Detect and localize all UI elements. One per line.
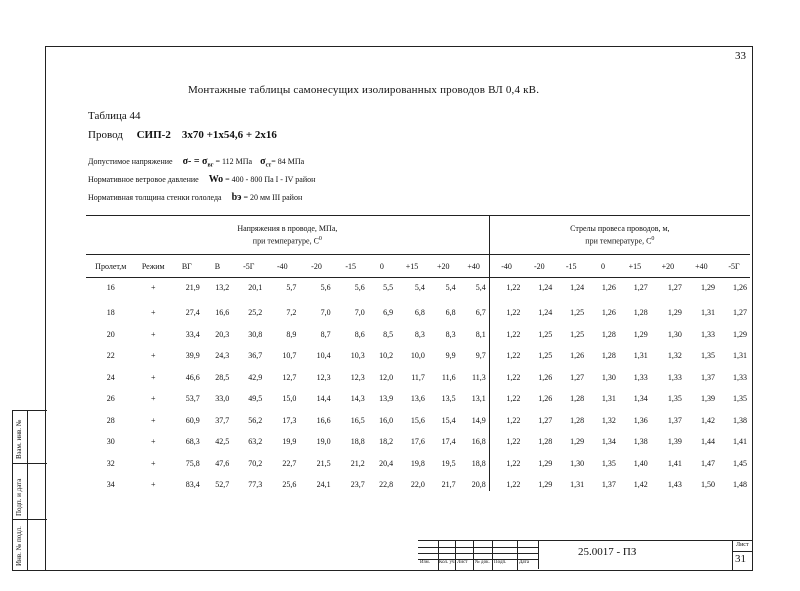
table-cell: 1,28 — [601, 351, 616, 360]
table-cell: 13,6 — [410, 394, 425, 403]
table-cell: 9,7 — [475, 351, 486, 360]
table-cell: 6,9 — [383, 308, 394, 317]
table-cell: 1,43 — [667, 480, 682, 489]
table-cell: 37,7 — [215, 415, 230, 425]
table-cell: 26 — [106, 394, 115, 403]
table-row — [86, 341, 750, 363]
column-header: +20 — [428, 255, 459, 278]
table-cell: 23,7 — [350, 480, 365, 489]
table-cell: 1,35 — [667, 394, 682, 403]
table-cell: 1,24 — [570, 283, 585, 293]
table-cell: 1,27 — [667, 283, 682, 293]
table-cell: 5,6 — [320, 283, 331, 293]
stamp-replace-inv: Взам. инв. № — [15, 419, 23, 459]
param-symbol-2: σ — [260, 156, 266, 167]
table-cell: 16,5 — [350, 415, 365, 425]
table-cell: 1,27 — [570, 372, 585, 382]
param-label: Допустимое напряжение — [88, 157, 173, 166]
table-cell: 1,33 — [733, 372, 747, 382]
table-cell: 1,31 — [733, 351, 747, 360]
table-cell: 1,22 — [489, 362, 523, 384]
table-cell: 13,2 — [215, 283, 230, 293]
installation-table — [86, 215, 750, 491]
table-cell: 16,0 — [379, 415, 394, 425]
table-cell: 10,7 — [282, 351, 297, 360]
table-cell: + — [150, 308, 156, 317]
table-cell: 70,2 — [248, 458, 263, 468]
column-header: -40 — [265, 255, 299, 278]
sag-group-header: Стрелы провеса проводов, м, при температуре, $С^0$ — [489, 216, 750, 255]
table-cell: 1,45 — [733, 458, 747, 468]
table-cell: 1,41 — [667, 458, 682, 468]
table-cell: + — [150, 437, 156, 446]
table-cell: 1,44 — [700, 437, 715, 446]
table-cell: 1,36 — [633, 415, 648, 425]
table-cell: + — [150, 480, 156, 489]
column-header: +15 — [619, 255, 651, 278]
table-cell: 1,22 — [489, 427, 523, 449]
table-cell: 1,26 — [601, 283, 616, 293]
table-cell: 1,22 — [489, 448, 523, 470]
param-value: = 400 - 800 Па I - IV район — [223, 175, 316, 184]
column-header: +40 — [459, 255, 490, 278]
table-cell: 1,28 — [570, 394, 585, 403]
table-cell: 1,29 — [667, 308, 682, 317]
table-cell: 17,3 — [282, 415, 297, 425]
table-cell: 1,22 — [489, 405, 523, 427]
column-header: -20 — [299, 255, 333, 278]
table-cell: 8,7 — [320, 329, 331, 339]
table-cell: 12,3 — [316, 372, 331, 382]
table-cell: + — [150, 458, 156, 468]
param-label: Нормативная толщина стенки гололеда — [88, 193, 222, 202]
table-cell: 1,27 — [538, 415, 553, 425]
table-cell: 1,26 — [570, 351, 585, 360]
table-cell: 21,2 — [350, 458, 365, 468]
table-cell: 25,2 — [248, 308, 263, 317]
table-cell: 21,7 — [441, 480, 456, 489]
table-cell: 11,7 — [411, 372, 425, 382]
table-cell: 30,8 — [248, 329, 263, 339]
table-cell: 1,31 — [700, 308, 715, 317]
table-cell: 75,8 — [185, 458, 200, 468]
table-body — [86, 278, 750, 492]
table-cell: 19,5 — [441, 458, 456, 468]
table-row — [86, 427, 750, 449]
table-cell: + — [150, 394, 156, 403]
table-cell: 33,4 — [185, 329, 200, 339]
title-block-grid — [418, 540, 538, 570]
table-cell: 16 — [106, 283, 115, 293]
table-cell: 1,30 — [570, 458, 585, 468]
document-title: Монтажные таблицы самонесущих изолированных проводов ВЛ 0,4 кВ. — [188, 84, 540, 96]
table-cell: 9,9 — [445, 351, 456, 360]
table-cell: 1,39 — [700, 394, 715, 403]
table-cell: 1,22 — [489, 298, 523, 320]
table-cell: 1,34 — [601, 437, 616, 446]
table-cell: 47,6 — [215, 458, 230, 468]
column-header-row — [86, 255, 750, 278]
table-cell: 19,9 — [282, 437, 297, 446]
param-symbol: σ- = σ — [182, 156, 208, 167]
table-cell: 36,7 — [248, 351, 263, 360]
table-cell: 8,3 — [414, 329, 425, 339]
table-cell: 34 — [106, 480, 115, 489]
table-cell: 1,34 — [633, 394, 648, 403]
table-cell: 1,30 — [601, 372, 616, 382]
table-cell: 7,2 — [286, 308, 297, 317]
table-cell: 20,4 — [379, 458, 394, 468]
table-cell: 22,7 — [282, 458, 297, 468]
table-cell: 15,0 — [282, 394, 297, 403]
table-cell: 49,5 — [248, 394, 263, 403]
table-cell: 1,29 — [733, 329, 747, 339]
stress-group-header: Напряжения в проводе, МПа, при температуре, $С^0$ — [86, 216, 489, 255]
table-cell: 15,6 — [410, 415, 425, 425]
table-cell: 1,25 — [570, 329, 585, 339]
table-cell: 14,9 — [471, 415, 486, 425]
table-cell: 5,5 — [383, 283, 394, 293]
table-cell: 16,6 — [215, 308, 230, 317]
table-cell: 18,8 — [350, 437, 365, 446]
column-header: -5Г — [718, 255, 750, 278]
table-cell: 46,6 — [185, 372, 200, 382]
table-cell: 1,27 — [633, 283, 648, 293]
table-cell: 1,48 — [733, 480, 747, 489]
table-cell: 19,8 — [410, 458, 425, 468]
table-cell: 1,28 — [601, 329, 616, 339]
table-cell: 1,28 — [570, 415, 585, 425]
table-cell: 18 — [106, 308, 115, 317]
table-row — [86, 448, 750, 470]
table-cell: 1,32 — [667, 351, 682, 360]
table-cell: 1,28 — [633, 308, 648, 317]
param-symbol: Wo — [208, 174, 224, 185]
param-wind-pressure — [88, 174, 315, 185]
column-header: Пролет,м — [86, 255, 136, 278]
table-row — [86, 278, 750, 298]
table-cell: + — [150, 351, 156, 360]
table-cell: 27,4 — [185, 308, 200, 317]
table-cell: 16,6 — [316, 415, 331, 425]
table-cell: 52,7 — [215, 480, 230, 489]
table-cell: 1,42 — [633, 480, 648, 489]
table-cell: 1,22 — [489, 278, 523, 298]
table-cell: 8,6 — [354, 329, 365, 339]
table-cell: 1,31 — [633, 351, 648, 360]
table-cell: 25,6 — [282, 480, 297, 489]
table-cell: 16,8 — [471, 437, 486, 446]
table-number: Таблица 44 — [88, 110, 141, 122]
table-cell: + — [150, 283, 156, 293]
table-cell: 56,2 — [248, 415, 263, 425]
table-cell: 6,7 — [475, 308, 486, 317]
table-cell: 1,33 — [633, 372, 648, 382]
table-cell: 63,2 — [248, 437, 263, 446]
table-cell: 1,40 — [633, 458, 648, 468]
table-cell: 11,6 — [441, 372, 456, 382]
table-cell: 12,7 — [282, 372, 297, 382]
table-cell: 12,0 — [379, 372, 394, 382]
table-cell: 10,3 — [350, 351, 365, 360]
table-cell: 10,0 — [410, 351, 425, 360]
column-header: ВГ — [171, 255, 203, 278]
table-cell: 1,22 — [489, 384, 523, 406]
title-block-labels: Изм. Кол. уч.Лист № док. Подп. Дата — [420, 560, 529, 565]
table-cell: 14,4 — [316, 394, 331, 403]
table-cell: 5,4 — [414, 283, 425, 293]
table-cell: 1,29 — [538, 458, 553, 468]
table-cell: 77,3 — [248, 480, 263, 489]
table-cell: 7,0 — [354, 308, 365, 317]
column-header: +40 — [685, 255, 718, 278]
table-cell: 20 — [106, 329, 115, 339]
table-cell: 1,26 — [538, 394, 553, 403]
table-cell: 13,1 — [471, 394, 486, 403]
table-cell: 5,4 — [475, 283, 486, 293]
table-cell: 1,24 — [538, 308, 553, 317]
table-cell: 15,4 — [441, 415, 456, 425]
column-header: -5Г — [232, 255, 265, 278]
table-cell: 83,4 — [185, 480, 200, 489]
table-row — [86, 319, 750, 341]
table-cell: 68,3 — [185, 437, 200, 446]
table-row — [86, 405, 750, 427]
table-cell: 42,9 — [248, 372, 263, 382]
table-cell: 20,3 — [215, 329, 230, 339]
table-cell: 1,29 — [633, 329, 648, 339]
table-cell: 1,22 — [489, 341, 523, 363]
table-row — [86, 362, 750, 384]
table-cell: 17,4 — [441, 437, 456, 446]
table-cell: 10,4 — [316, 351, 331, 360]
table-row — [86, 298, 750, 320]
sheet-label: Лист — [736, 542, 749, 548]
table-cell: 1,32 — [601, 415, 616, 425]
table-cell: 20,1 — [248, 283, 263, 293]
table-cell: 1,30 — [667, 329, 682, 339]
table-cell: 1,26 — [601, 308, 616, 317]
table-cell: 33,0 — [215, 394, 230, 403]
table-cell: 1,42 — [700, 415, 715, 425]
table-cell: 24,1 — [316, 480, 331, 489]
table-cell: 11,3 — [472, 372, 486, 382]
table-cell: 60,9 — [185, 415, 200, 425]
sheet-number: 31 — [735, 553, 746, 565]
table-cell: 5,7 — [286, 283, 297, 293]
table-cell: 1,38 — [733, 415, 747, 425]
param-sub-2: ст — [265, 162, 272, 169]
table-cell: 1,25 — [538, 329, 553, 339]
table-cell: 1,38 — [633, 437, 648, 446]
table-cell: 1,29 — [538, 480, 553, 489]
table-cell: 32 — [106, 458, 115, 468]
table-cell: 18,2 — [379, 437, 394, 446]
table-cell: 21,5 — [316, 458, 331, 468]
table-cell: 1,33 — [700, 329, 715, 339]
table-row — [86, 384, 750, 406]
table-cell: 1,22 — [489, 319, 523, 341]
table-cell: 1,37 — [700, 372, 715, 382]
table-cell: 1,24 — [538, 283, 553, 293]
stamp-inv-orig: Инв. № подл. — [15, 526, 23, 566]
table-cell: 24,3 — [215, 351, 230, 360]
table-cell: 8,1 — [475, 329, 486, 339]
table-cell: 1,41 — [733, 437, 747, 446]
table-cell: 22,0 — [410, 480, 425, 489]
table-cell: 1,29 — [570, 437, 585, 446]
table-cell: 30 — [106, 437, 115, 446]
table-cell: 22 — [106, 351, 115, 360]
table-cell: 1,22 — [489, 470, 523, 492]
table-cell: 13,5 — [441, 394, 456, 403]
table-cell: 1,35 — [733, 394, 747, 403]
table-cell: 6,8 — [414, 308, 425, 317]
column-header: -15 — [334, 255, 368, 278]
sheet-box — [732, 540, 752, 570]
param-value: = 20 мм III район — [241, 193, 303, 202]
table-cell: 20,8 — [471, 480, 486, 489]
param-allowable-stress — [88, 156, 304, 169]
table-cell: 22,8 — [379, 480, 394, 489]
table-cell: 1,37 — [601, 480, 616, 489]
column-header: Режим — [136, 255, 171, 278]
table-cell: 5,6 — [354, 283, 365, 293]
table-cell: 13,9 — [379, 394, 394, 403]
table-cell: 1,31 — [570, 480, 585, 489]
table-cell: 53,7 — [185, 394, 200, 403]
table-cell: 1,25 — [538, 351, 553, 360]
table-cell: 1,37 — [667, 415, 682, 425]
table-cell: 1,25 — [570, 308, 585, 317]
table-cell: 1,28 — [538, 437, 553, 446]
table-cell: 8,9 — [286, 329, 297, 339]
table-cell: 1,31 — [601, 394, 616, 403]
table-cell: 24 — [106, 372, 115, 382]
table-cell: 5,4 — [445, 283, 456, 293]
table-cell: 17,6 — [410, 437, 425, 446]
column-header: +20 — [651, 255, 685, 278]
table-cell: 39,9 — [185, 351, 200, 360]
column-header: -15 — [555, 255, 587, 278]
table-cell: + — [150, 415, 156, 425]
stamp-sign-date: Подп. и дата — [15, 478, 23, 516]
wire-spec: 3х70 +1х54,6 + 2х16 — [181, 129, 277, 141]
table-cell: + — [150, 372, 156, 382]
table-cell: + — [150, 329, 156, 339]
param-sub: вг — [207, 162, 214, 169]
table-cell: 8,3 — [445, 329, 456, 339]
param-value: = 112 МПа — [213, 157, 253, 166]
column-header: +15 — [396, 255, 428, 278]
table-cell: 1,33 — [667, 372, 682, 382]
param-label: Нормативное ветровое давление — [88, 175, 199, 184]
column-header: -40 — [489, 255, 523, 278]
table-cell: 28,5 — [215, 372, 230, 382]
table-cell: 18,8 — [471, 458, 486, 468]
column-header: -20 — [523, 255, 555, 278]
wire-line — [88, 129, 277, 141]
wire-label: Провод — [88, 129, 123, 141]
table-cell: 1,47 — [700, 458, 715, 468]
table-cell: 7,0 — [320, 308, 331, 317]
table-cell: 12,3 — [350, 372, 365, 382]
table-cell: 1,35 — [601, 458, 616, 468]
table-cell: 8,5 — [383, 329, 394, 339]
document-code: 25.0017 - ПЗ — [578, 546, 637, 558]
side-stamp — [12, 410, 47, 571]
table-cell: 1,26 — [538, 372, 553, 382]
column-header: В — [203, 255, 232, 278]
param-value-2: = 84 МПа — [271, 157, 305, 166]
table-cell: 1,27 — [733, 308, 747, 317]
table-cell: 1,26 — [733, 283, 747, 293]
table-cell: 19,0 — [316, 437, 331, 446]
wire-name: СИП-2 — [136, 129, 171, 141]
table-cell: 42,5 — [215, 437, 230, 446]
table-cell: 1,39 — [667, 437, 682, 446]
table-cell: 6,8 — [445, 308, 456, 317]
table-cell: 1,35 — [700, 351, 715, 360]
param-ice-thickness — [88, 192, 302, 203]
table-row — [86, 470, 750, 492]
column-header: 0 — [587, 255, 619, 278]
column-header: 0 — [368, 255, 396, 278]
table-cell: 14,3 — [350, 394, 365, 403]
param-symbol: bэ — [231, 192, 242, 203]
table-cell: 1,29 — [700, 283, 715, 293]
table-cell: 21,9 — [185, 283, 200, 293]
page-number: 33 — [735, 50, 746, 62]
table-cell: 28 — [106, 415, 115, 425]
table-cell: 10,2 — [379, 351, 394, 360]
table-cell: 1,50 — [700, 480, 715, 489]
